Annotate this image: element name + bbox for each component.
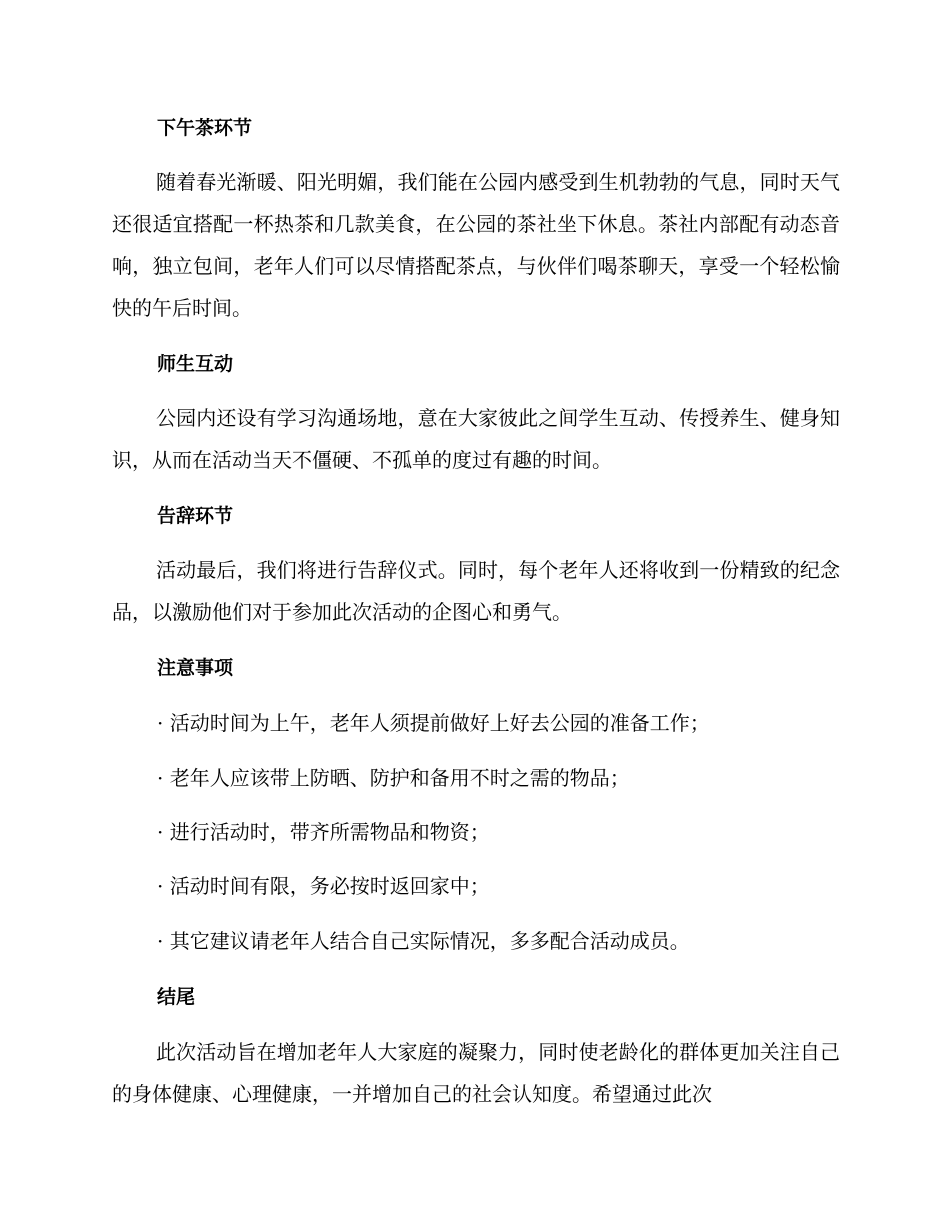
notes-list-item: · 活动时间有限，务必按时返回家中； (157, 874, 490, 898)
notes-list-item: · 老年人应该带上防晒、防护和备用不时之需的物品； (157, 766, 630, 790)
section-heading-teacher-student: 师生互动 (157, 353, 234, 375)
section-heading-notes: 注意事项 (157, 657, 234, 679)
section-paragraph-conclusion: 此次活动旨在增加老年人大家庭的凝聚力，同时使老龄化的群体更加关注自己的身体健康、心理健康，一并增加自己的社会认知度。希望通过此次 (112, 1040, 840, 1106)
section-paragraph-teacher-student: 公园内还设有学习沟通场地，意在大家彼此之间学生互动、传授养生、健身知识，从而在活动当天不僵硬、不孤单的度过有趣的时间。 (112, 406, 840, 472)
notes-list-item: · 进行活动时，带齐所需物品和物资； (157, 820, 490, 844)
section-paragraph-afternoon-tea: 随着春光渐暖、阳光明媚，我们能在公园内感受到生机勃勃的气息，同时天气还很适宜搭配一杯热茶和几款美食，在公园的茶社坐下休息。茶社内部配有动态音响，独立包间，老年人们可以尽情搭配茶点，与伙伴们喝茶聊天，享受一个轻松愉快的午后时间。 (112, 170, 840, 320)
notes-list-item: · 其它建议请老年人结合自己实际情况，多多配合活动成员。 (157, 929, 690, 953)
section-heading-conclusion: 结尾 (157, 986, 196, 1008)
section-heading-afternoon-tea: 下午茶环节 (157, 117, 253, 139)
section-paragraph-farewell: 活动最后，我们将进行告辞仪式。同时，每个老年人还将收到一份精致的纪念品，以激励他们对于参加此次活动的企图心和勇气。 (112, 558, 840, 624)
section-heading-farewell: 告辞环节 (157, 505, 234, 527)
notes-list-item: · 活动时间为上午，老年人须提前做好上好去公园的准备工作； (157, 711, 710, 735)
